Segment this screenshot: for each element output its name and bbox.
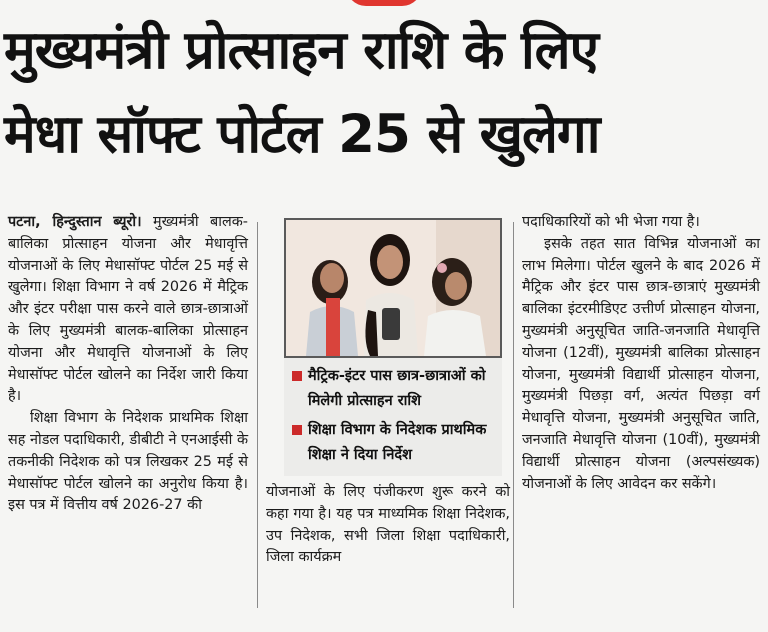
column3-para2: इसके तहत सात विभिन्न योजनाओं का लाभ मिलेगा। पोर्टल खुलने के बाद 2026 में मैट्रिक और इंटर पास छात्र-छात्राएं मुख्यमंत्री बालिका इंटरमीडिएट उत्तीर्ण प्रोत्साहन योजना, मुख्यमंत्री अनुसूचित जाति-जनजाति मेधावृत्ति योजना (12वीं), मुख्यमंत्री बालिका प्रोत्साहन योजना, मुख्यमंत्री विद्यार्थी प्रोत्साहन योजना, मुख्यमंत्री पिछड़ा वर्ग, अत्यंत पिछड़ा वर्ग मेधावृत्ति योजना, मुख्यमंत्री अनुसूचित जाति, जनजाति मेधावृत्ति योजना (10वीं), मुख्यमंत्री विद्यार्थी प्रोत्साहन योजना (अल्पसंख्यक) योजनाओं के लिए आवेदन कर सकेंगे। bbox=[522, 235, 760, 492]
column1-para1-text: मुख्यमंत्री बालक-बालिका प्रोत्साहन योजना और मेधावृत्ति योजनाओं के लिए मेधासॉफ्ट पोर्टल 25 मई से खुलेगा। शिक्षा विभाग ने वर्ष 2026 में मैट्रिक और इंटर परीक्षा पास करने वाले छात्र-छात्राओं के लिए मुख्यमंत्री बालक-बालिका प्रोत्साहन योजना और मेधावृत्ति योजनाओं के लिए मेधासॉफ्ट पोर्टल खोलने का निर्देश जारी किया है। bbox=[8, 214, 249, 405]
column-divider bbox=[257, 222, 258, 608]
column-divider bbox=[513, 222, 514, 608]
square-bullet-icon bbox=[292, 425, 302, 435]
column2-text: योजनाओं के लिए पंजीकरण शुरू करने को कहा गया है। यह पत्र माध्यमिक शिक्षा निदेशक, उप निदेशक, सभी जिला शिक्षा पदाधिकारी, जिला कार्यक्रम bbox=[266, 484, 510, 566]
column1-para1 bbox=[8, 212, 248, 408]
article-column-3 bbox=[522, 212, 760, 495]
column1-para2: शिक्षा विभाग के निदेशक प्राथमिक शिक्षा सह नोडल पदाधिकारी, डीबीटी ने एनआईसी के तकनीकी निदेशक को पत्र लिखकर 25 मई से मेधासॉफ्ट पोर्टल खोलने का अनुरोध किया है। इस पत्र में वित्तीय वर्ष 2026-27 की bbox=[8, 410, 248, 514]
highlight-text: शिक्षा विभाग के निदेशक प्राथमिक शिक्षा ने दिया निर्देश bbox=[308, 422, 487, 463]
students-photo bbox=[284, 218, 502, 358]
students-illustration bbox=[286, 220, 500, 356]
dateline: पटना, हिन्दुस्तान ब्यूरो। bbox=[8, 214, 142, 230]
square-bullet-icon bbox=[292, 371, 302, 381]
masthead-red-mark bbox=[346, 0, 422, 6]
article-column-2 bbox=[266, 482, 510, 569]
highlight-text: मैट्रिक-इंटर पास छात्र-छात्राओं को मिलेगी प्रोत्साहन राशि bbox=[308, 368, 486, 409]
article-column-1 bbox=[8, 212, 248, 517]
column3-para1: पदाधिकारियों को भी भेजा गया है। bbox=[522, 214, 700, 230]
headline-line-2: मेधा सॉफ्ट पोर्टल 25 से खुलेगा bbox=[4, 104, 600, 165]
highlights-box bbox=[284, 358, 502, 476]
headline-line-1: मुख्यमंत्री प्रोत्साहन राशि के लिए bbox=[4, 20, 598, 81]
